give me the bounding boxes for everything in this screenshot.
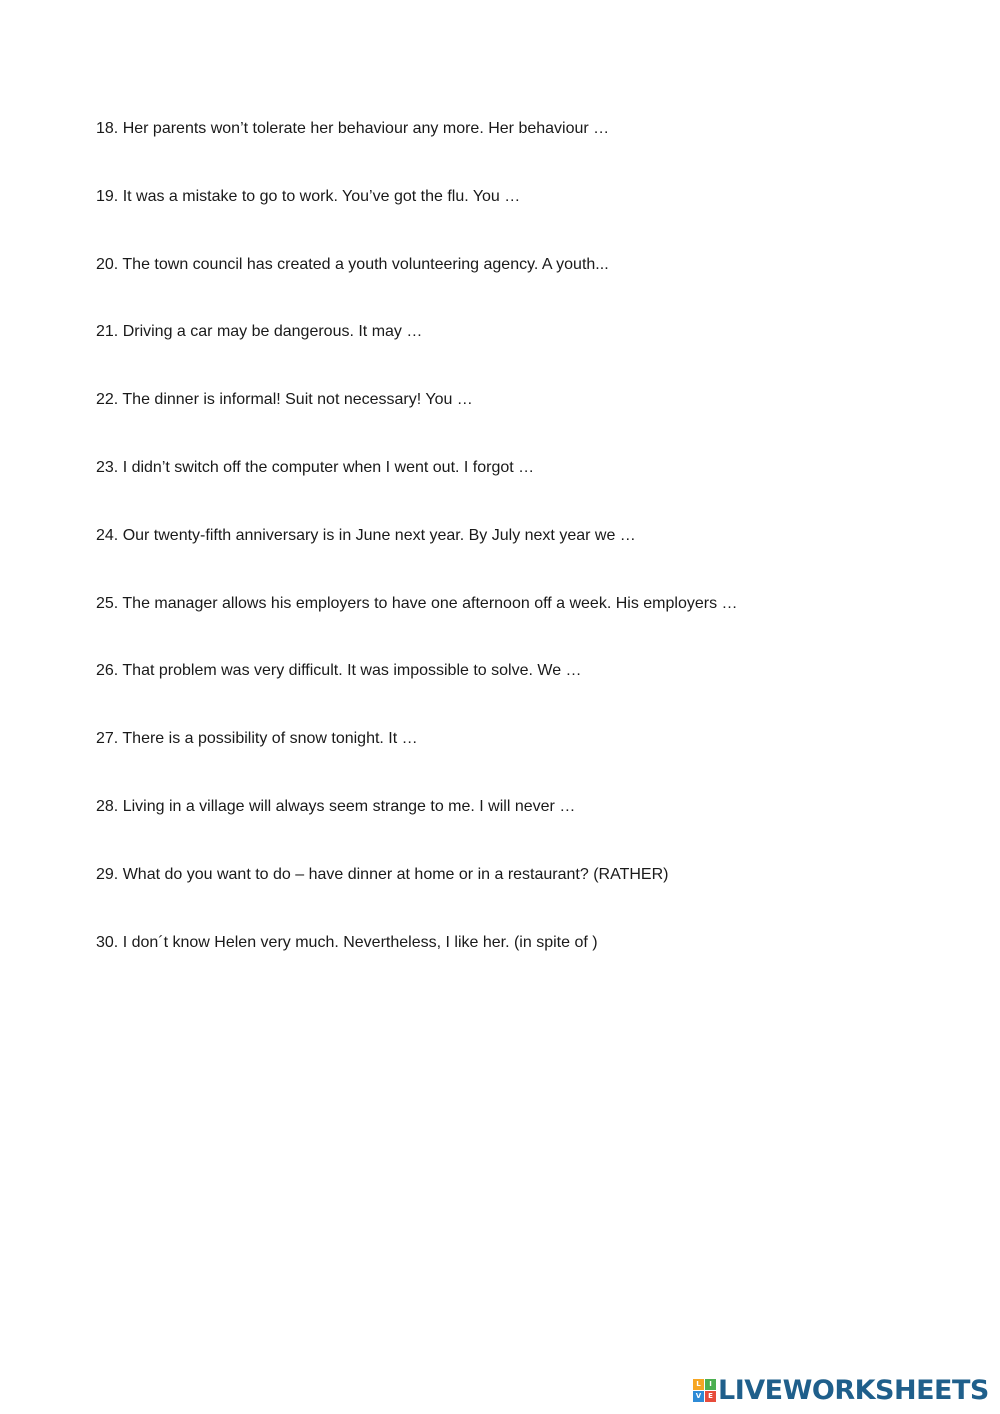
question-21: 21. Driving a car may be dangerous. It may … (96, 323, 423, 341)
question-28: 28. Living in a village will always seem strange to me. I will never … (96, 797, 576, 815)
logo-mark-letter: V (693, 1391, 704, 1402)
question-23: 23. I didn’t switch off the computer when I went out. I forgot … (96, 458, 535, 476)
question-29: 29. What do you want to do – have dinner at home or in a restaurant? (RATHER) (96, 865, 669, 883)
logo-text: LIVEWORKSHEETS (718, 1374, 989, 1406)
question-22: 22. The dinner is informal! Suit not necessary! You … (96, 391, 473, 409)
logo-mark-icon (693, 1379, 715, 1401)
question-18: 18. Her parents won’t tolerate her behaviour any more. Her behaviour … (96, 120, 610, 137)
question-24: 24. Our twenty-fifth anniversary is in June next year. By July next year we … (96, 526, 636, 544)
logo-mark-letter: E (705, 1391, 716, 1402)
question-list (96, 118, 738, 999)
question-27: 27. There is a possibility of snow tonight. It … (96, 730, 418, 748)
logo-mark-letter: I (705, 1379, 716, 1390)
question-19: 19. It was a mistake to go to work. You’ve got the flu. You … (96, 187, 521, 205)
question-25: 25. The manager allows his employers to have one afternoon off a week. His employers … (96, 594, 738, 612)
liveworksheets-logo (693, 1376, 989, 1404)
question-30: 30. I don´t know Helen very much. Nevertheless, I like her. (in spite of ) (96, 933, 598, 951)
question-26: 26. That problem was very difficult. It was impossible to solve. We … (96, 662, 582, 680)
question-20: 20. The town council has created a youth volunteering agency. A youth... (96, 255, 609, 273)
logo-mark-letter: L (693, 1379, 704, 1390)
